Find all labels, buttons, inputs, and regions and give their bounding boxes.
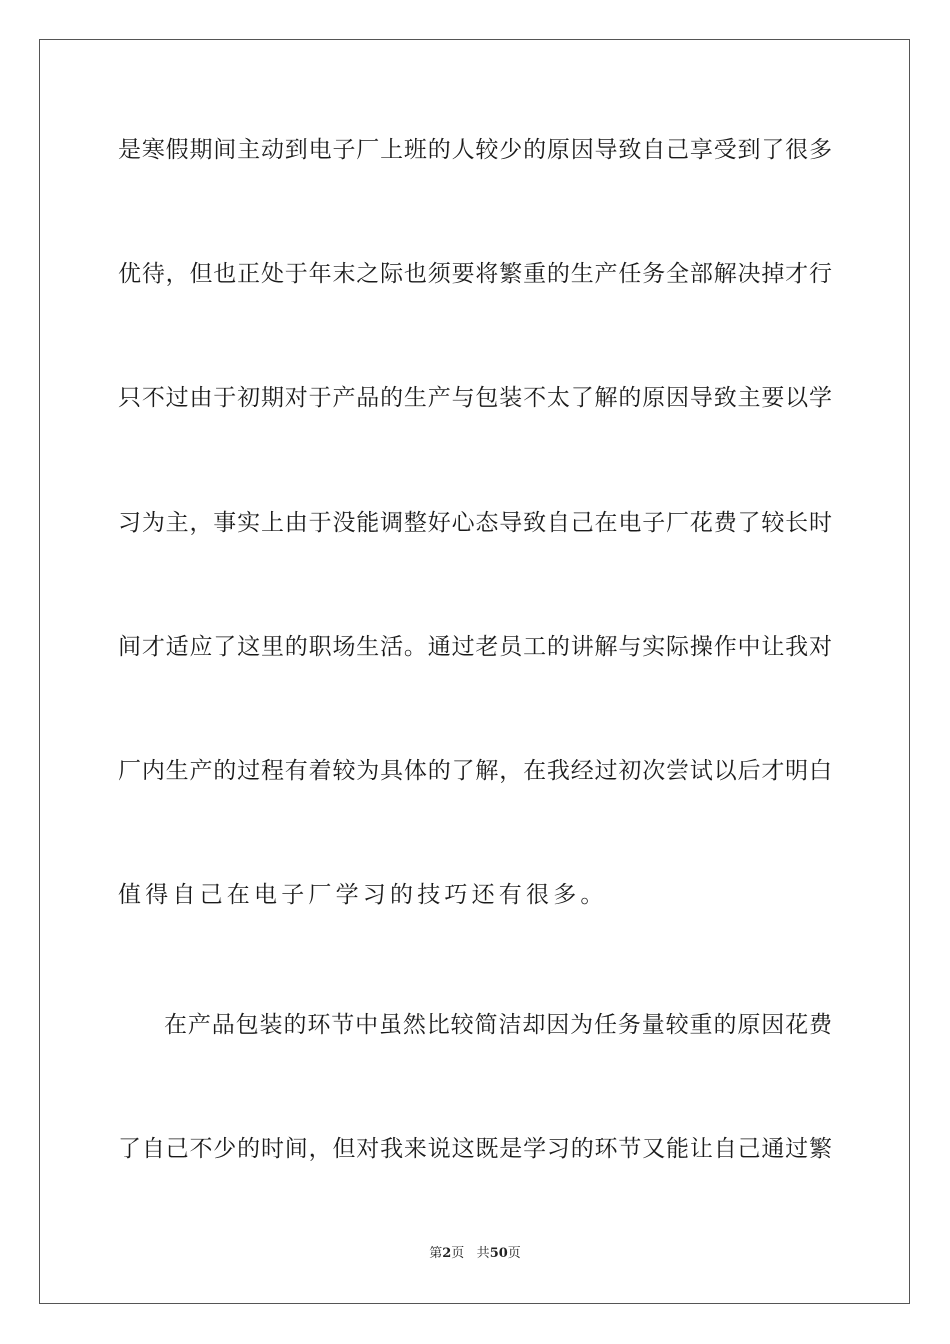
paragraph-1-line-6: 厂内生产的过程有着较为具体的了解，在我经过初次尝试以后才明白 (118, 758, 832, 784)
page-number: 2 (442, 1246, 452, 1261)
paragraph-2-line-2: 了自己不少的时间，但对我来说这既是学习的环节又能让自己通过繁 (118, 1136, 832, 1162)
total-label-suffix: 页 (507, 1246, 521, 1261)
paragraph-1-line-1: 是寒假期间主动到电子厂上班的人较少的原因导致自己享受到了很多 (118, 137, 832, 163)
paragraph-1-line-3: 只不过由于初期对于产品的生产与包装不太了解的原因导致主要以学 (118, 385, 832, 411)
page-label-suffix: 页 (451, 1246, 465, 1261)
paragraph-1-line-7: 值得自己在电子厂学习的技巧还有很多。 (118, 882, 608, 908)
page-footer (0, 1246, 950, 1262)
page-border (39, 39, 910, 1304)
paragraph-1-line-2: 优待，但也正处于年末之际也须要将繁重的生产任务全部解决掉才行 (118, 261, 832, 287)
paragraph-1-line-5: 间才适应了这里的职场生活。通过老员工的讲解与实际操作中让我对 (118, 634, 832, 660)
paragraph-2-line-1: 在产品包装的环节中虽然比较简洁却因为任务量较重的原因花费 (164, 1012, 832, 1038)
total-label-prefix: 共 (476, 1246, 490, 1261)
paragraph-1-line-4: 习为主，事实上由于没能调整好心态导致自己在电子厂花费了较长时 (118, 510, 832, 536)
page-label-prefix: 第 (429, 1246, 443, 1261)
total-pages: 50 (489, 1246, 508, 1261)
